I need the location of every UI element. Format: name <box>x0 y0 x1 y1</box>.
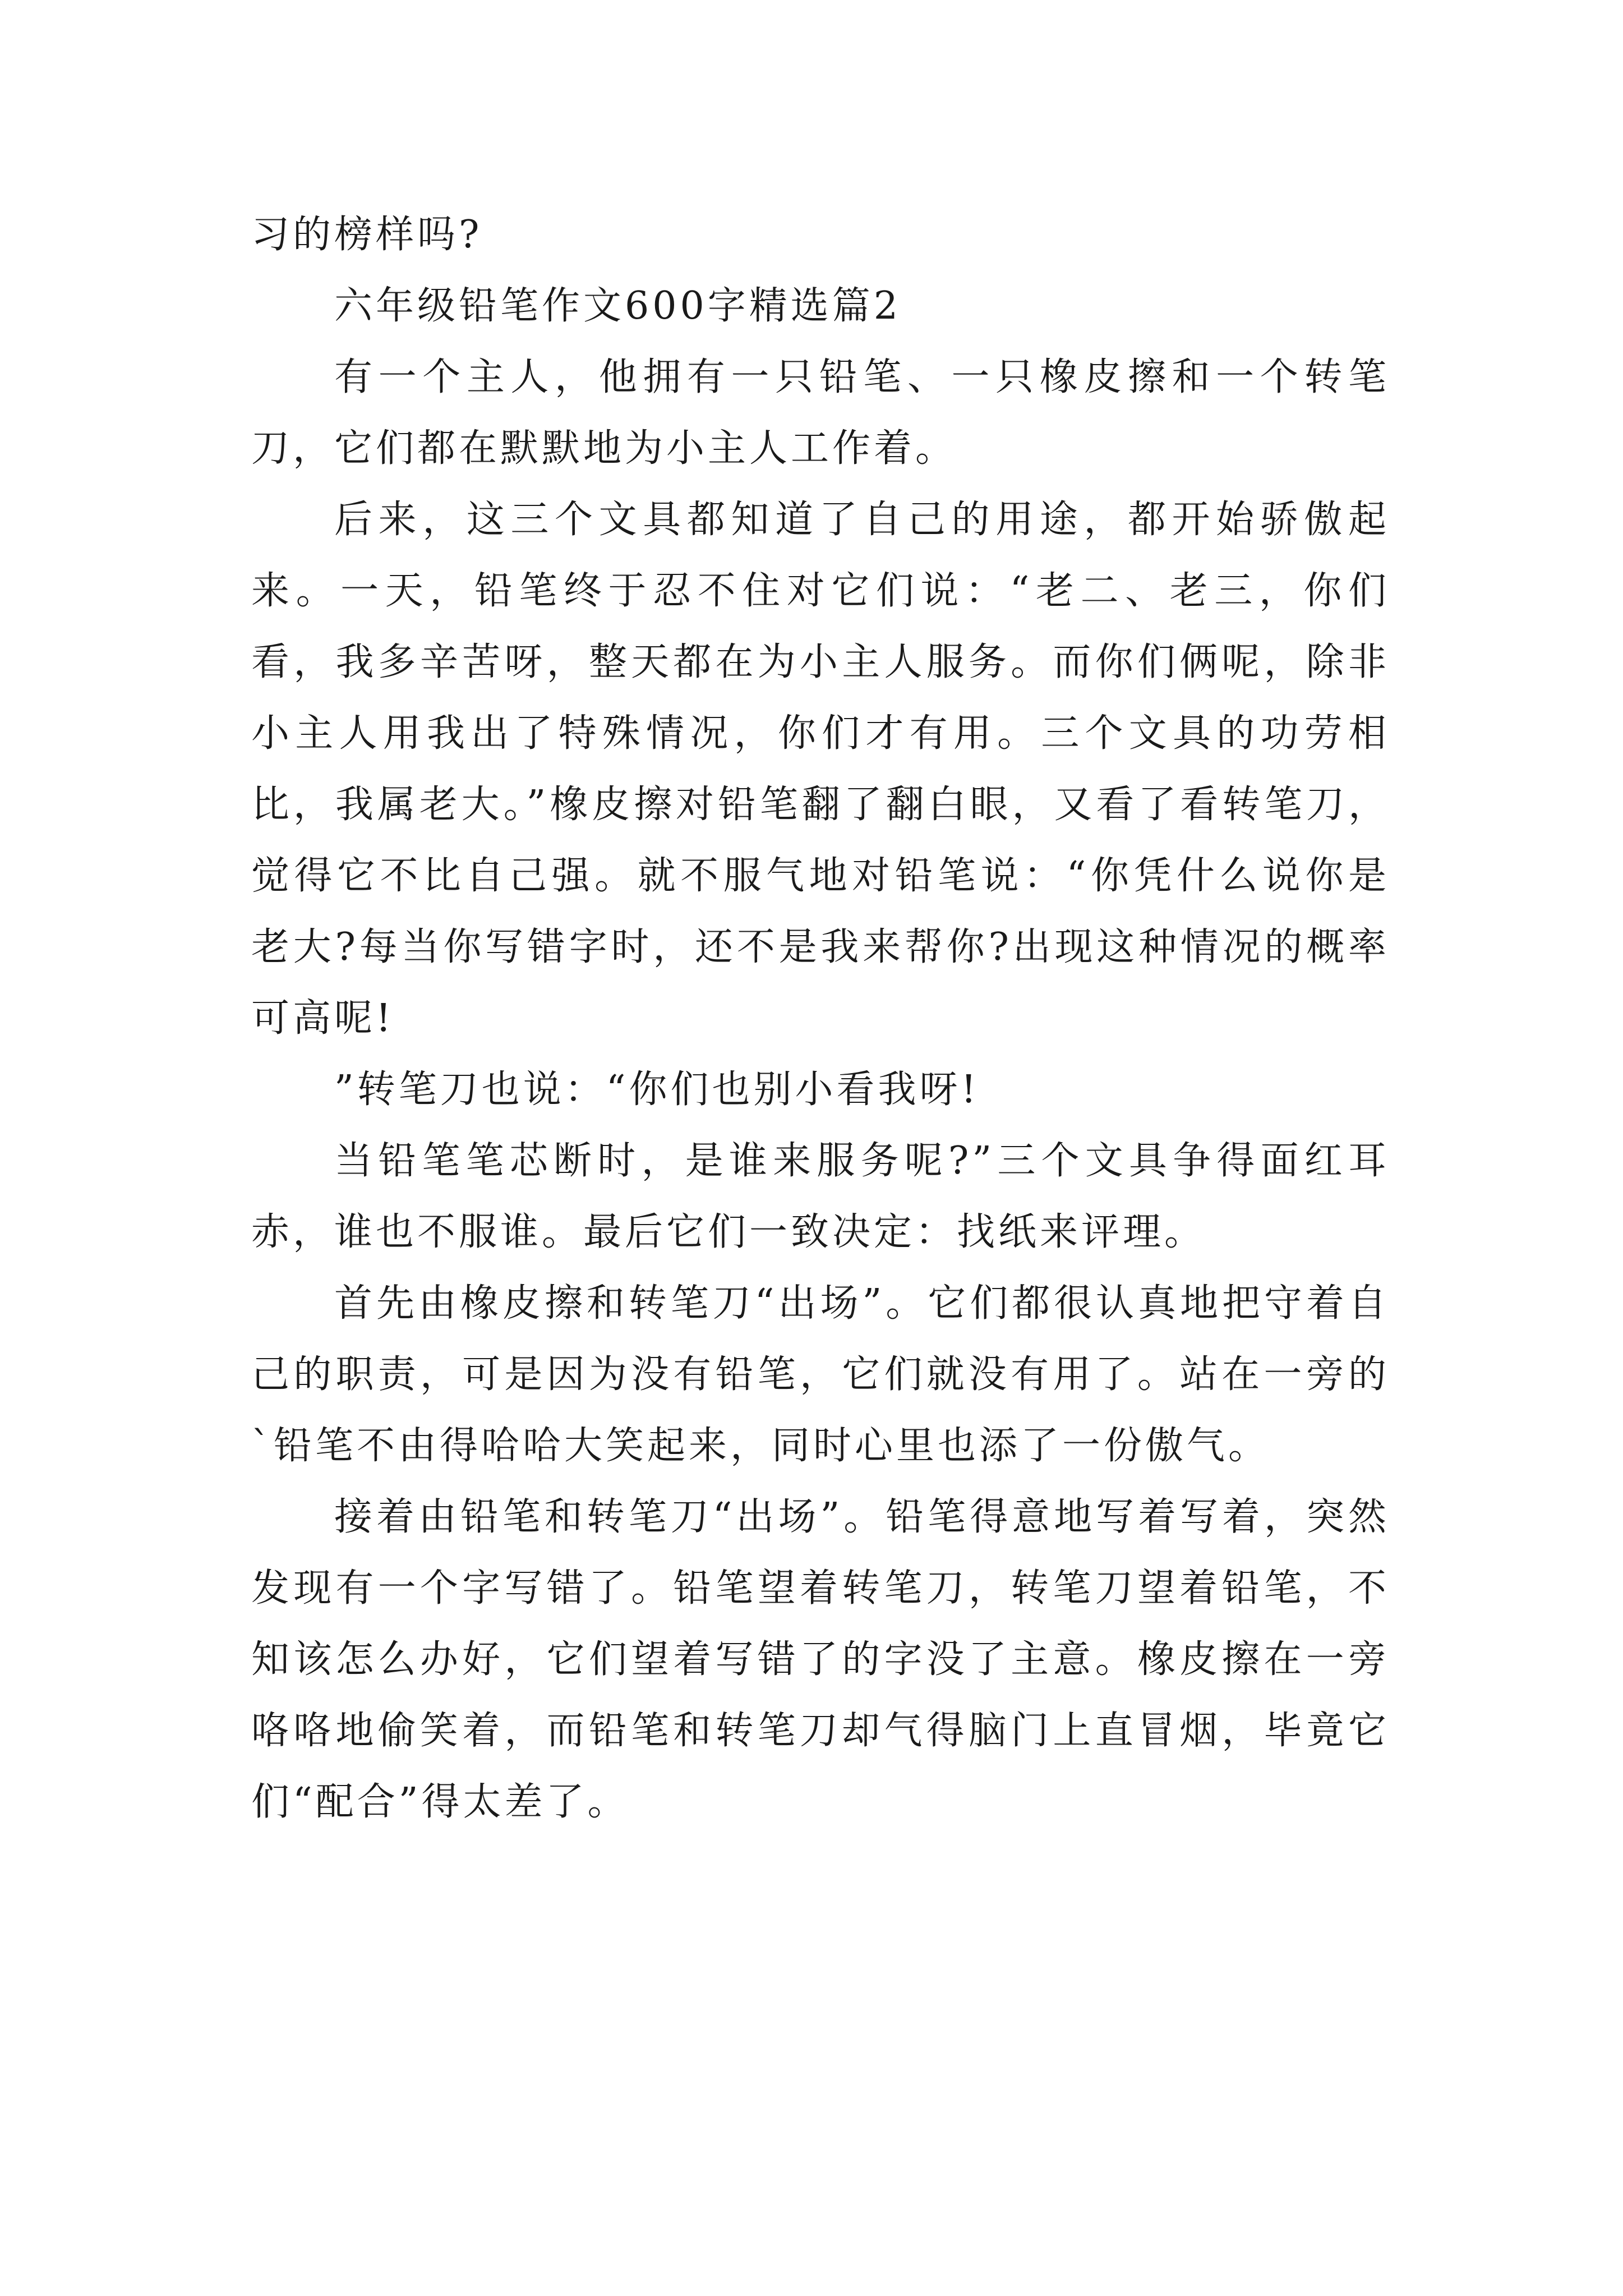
paragraph-continuation: 习的榜样吗? <box>251 213 483 257</box>
paragraph: 后来，这三个文具都知道了自己的用途，都开始骄傲起来。一天，铅笔终于忍不住对它们说：“老二、老三，你们看，我多辛苦呀，整天都在为小主人服务。而你们俩呢，除非小主人用我出了特殊情况，你们才有用。三个文具的功劳相比，我属老大。”橡皮擦对铅笔翻了翻白眼，又看了看转笔刀，觉得它不比自己强。就不服气地对铅笔说：“你凭什么说你是老大?每当你写错字时，还不是我来帮你?出现这种情况的概率可高呢! <box>251 498 1390 1041</box>
article-body <box>251 199 1390 1838</box>
paragraph: 当铅笔笔芯断时，是谁来服务呢?”三个文具争得面红耳赤，谁也不服谁。最后它们一致决定：找纸来评理。 <box>251 1139 1390 1254</box>
paragraph: ”转笔刀也说：“你们也别小看我呀! <box>334 1068 980 1112</box>
paragraph: 首先由橡皮擦和转笔刀“出场”。它们都很认真地把守着自己的职责，可是因为没有铅笔，它们就没有用了。站在一旁的`铅笔不由得哈哈大笑起来，同时心里也添了一份傲气。 <box>251 1281 1390 1468</box>
section-heading: 六年级铅笔作文600字精选篇2 <box>334 284 902 328</box>
paragraph: 有一个主人，他拥有一只铅笔、一只橡皮擦和一个转笔刀，它们都在默默地为小主人工作着。 <box>251 355 1390 471</box>
paragraph: 接着由铅笔和转笔刀“出场”。铅笔得意地写着写着，突然发现有一个字写错了。铅笔望着转笔刀，转笔刀望着铅笔，不知该怎么办好，它们望着写错了的字没了主意。橡皮擦在一旁咯咯地偷笑着，而铅笔和转笔刀却气得脑门上直冒烟，毕竟它们“配合”得太差了。 <box>251 1495 1390 1824</box>
